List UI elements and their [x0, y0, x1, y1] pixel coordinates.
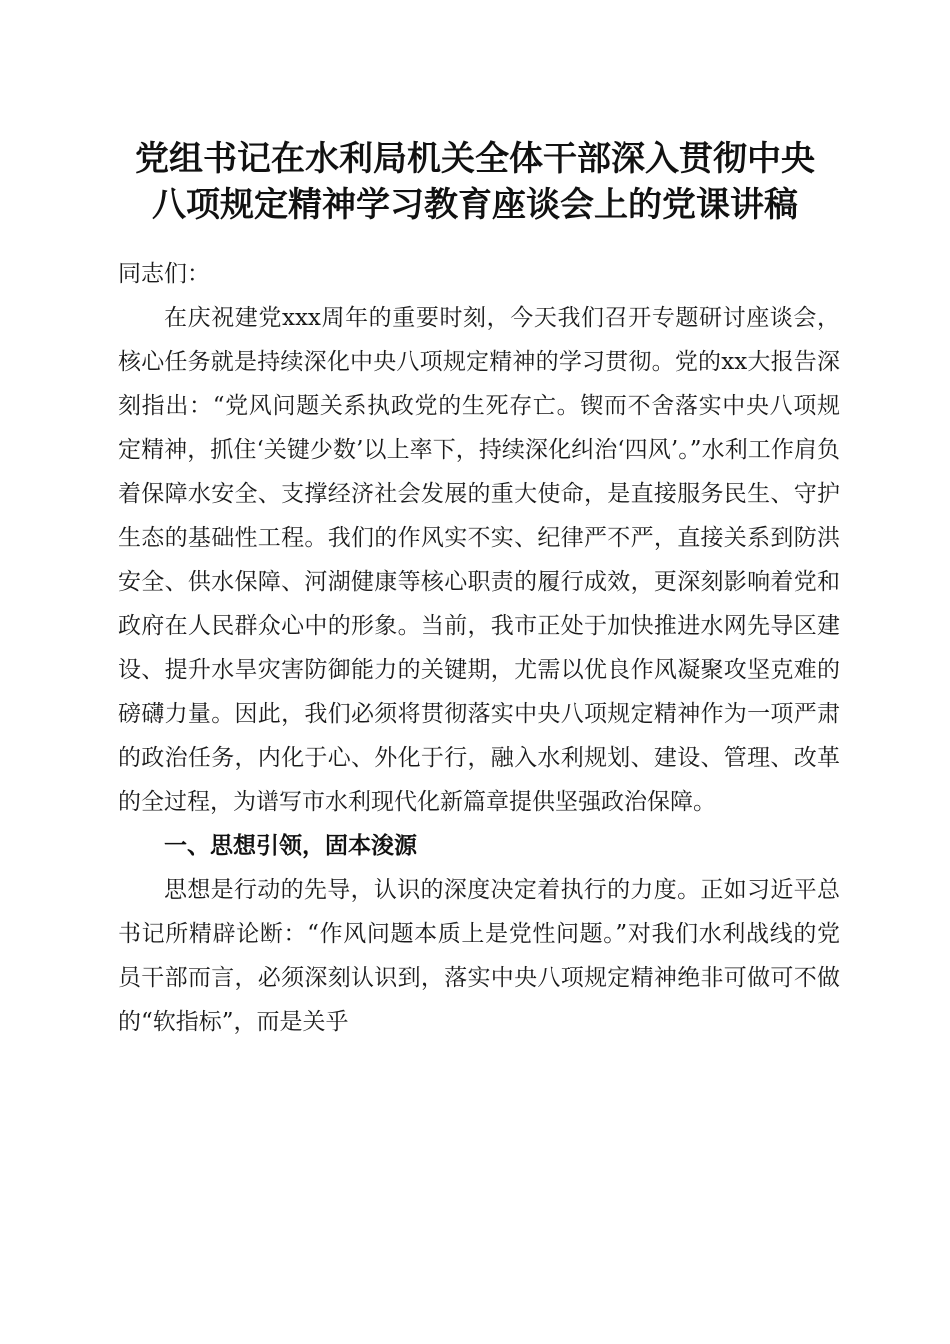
section-heading-1: 一、思想引领，固本浚源	[164, 833, 417, 859]
paragraph-intro: 在庆祝建党xxx周年的重要时刻，今天我们召开专题研讨座谈会，核心任务就是持续深化中央八项规定精神的学习贯彻。党的xx大报告深刻指出：“党风问题关系执政党的生死存亡。锲而不舍落实中央八项规定精神，抓住‘关键少数’以上率下，持续深化纠治‘四风’。”水利工作肩负着保障水安全、支撑经济社会发展的重大使命，是直接服务民生、守护生态的基础性工程。我们的作风实不实、纪律严不严，直接关系到防洪安全、供水保障、河湖健康等核心职责的履行成效，更深刻影响着党和政府在人民群众心中的形象。当前，我市正处于加快推进水网先导区建设、提升水旱灾害防御能力的关键期，尤需以优良作风凝聚攻坚克难的磅礴力量。因此，我们必须将贯彻落实中央八项规定精神作为一项严肃的政治任务，内化于心、外化于行，融入水利规划、建设、管理、改革的全过程，为谱写市水利现代化新篇章提供坚强政治保障。	[118, 305, 840, 815]
salutation: 同志们：	[118, 261, 210, 287]
paragraph-section-1: 思想是行动的先导，认识的深度决定着执行的力度。正如习近平总书记所精辟论断：“作风问题本质上是党性问题。”对我们水利战线的党员干部而言，必须深刻认识到，落实中央八项规定精神绝非可做可不做的“软指标”，而是关乎	[118, 877, 840, 1035]
title-line-2: 八项规定精神学习教育座谈会上的党课讲稿	[152, 185, 798, 225]
document-title	[60, 136, 890, 228]
title-line-1: 党组书记在水利局机关全体干部深入贯彻中央	[135, 139, 815, 179]
document-body	[118, 252, 840, 1044]
